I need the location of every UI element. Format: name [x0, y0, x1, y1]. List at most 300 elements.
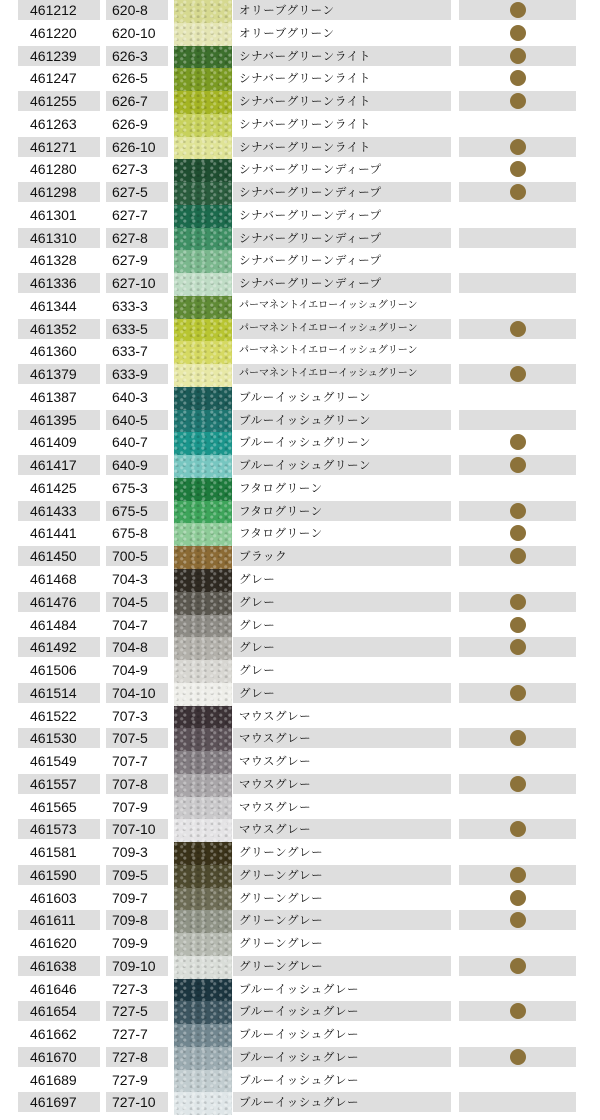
availability-cell [459, 683, 576, 703]
color-number: 620-8 [106, 0, 168, 20]
color-number: 633-3 [112, 297, 148, 314]
color-number: 727-7 [112, 1026, 148, 1043]
swatch-texture [174, 592, 232, 615]
table-row [0, 728, 600, 748]
availability-dot-icon [510, 958, 526, 974]
swatch-texture [174, 888, 232, 911]
color-name: ブルーイッシュグレー [233, 1001, 451, 1021]
table-row [0, 387, 600, 407]
swatch-texture [174, 637, 232, 660]
swatch-texture [174, 933, 232, 956]
color-swatch [174, 569, 232, 592]
product-code: 461557 [18, 774, 100, 794]
color-number: 709-9 [112, 935, 148, 952]
table-row [0, 1024, 600, 1044]
product-code: 461441 [30, 525, 77, 542]
color-swatch [174, 956, 232, 979]
color-name: グレー [239, 572, 276, 586]
table-row [0, 888, 600, 908]
availability-cell [459, 341, 576, 361]
swatch-texture [174, 410, 232, 433]
swatch-texture [174, 569, 232, 592]
color-number: 640-5 [106, 410, 168, 430]
color-number: 709-3 [112, 844, 148, 861]
color-number: 704-7 [112, 616, 148, 633]
table-row [0, 432, 600, 452]
color-number: 627-3 [112, 161, 148, 178]
availability-cell [459, 91, 576, 111]
availability-dot-icon [510, 70, 526, 86]
color-name: シナバーグリーンディープ [233, 228, 451, 248]
color-swatch [174, 250, 232, 273]
product-code: 461514 [18, 683, 100, 703]
table-row [0, 159, 600, 179]
color-number: 627-8 [106, 228, 168, 248]
availability-cell [459, 1024, 576, 1044]
product-code: 461336 [18, 273, 100, 293]
availability-cell [459, 478, 576, 498]
table-row [0, 478, 600, 498]
color-number: 709-10 [106, 956, 168, 976]
availability-cell [459, 751, 576, 771]
color-swatch [174, 842, 232, 865]
product-code: 461620 [30, 935, 77, 952]
table-row [0, 250, 600, 270]
table-row [0, 455, 600, 475]
color-number: 627-7 [112, 206, 148, 223]
swatch-texture [174, 23, 232, 46]
product-code: 461492 [18, 637, 100, 657]
swatch-texture [174, 979, 232, 1002]
product-code: 461468 [30, 571, 77, 587]
availability-cell [459, 296, 576, 316]
color-swatch [174, 1070, 232, 1093]
color-swatch [174, 1092, 232, 1115]
table-row [0, 501, 600, 521]
swatch-texture [174, 660, 232, 683]
availability-dot-icon [510, 93, 526, 109]
availability-dot-icon [510, 503, 526, 519]
availability-cell [459, 865, 576, 885]
color-name: マウスグレー [233, 819, 451, 839]
availability-dot-icon [510, 1003, 526, 1019]
availability-dot-icon [510, 548, 526, 564]
table-row [0, 137, 600, 157]
color-name: ブルーイッシュグレー [239, 1072, 360, 1087]
availability-dot-icon [510, 321, 526, 337]
product-code: 461433 [18, 501, 100, 521]
availability-dot-icon [510, 821, 526, 837]
color-swatch [174, 114, 232, 137]
color-swatch [174, 1047, 232, 1070]
availability-dot-icon [510, 139, 526, 155]
product-code: 461662 [30, 1026, 77, 1043]
availability-cell [459, 546, 576, 566]
table-row [0, 91, 600, 111]
availability-dot-icon [510, 434, 526, 450]
product-code: 461476 [18, 592, 100, 612]
product-code: 461506 [30, 662, 77, 679]
product-code: 461670 [18, 1047, 100, 1067]
swatch-texture [174, 1001, 232, 1024]
swatch-texture [174, 956, 232, 979]
color-name: オリーブグリーン [233, 0, 451, 20]
table-row [0, 1001, 600, 1021]
color-name: グリーングレー [233, 865, 451, 885]
availability-dot-icon [510, 457, 526, 473]
product-code: 461328 [30, 252, 77, 269]
swatch-texture [174, 91, 232, 114]
table-row [0, 1092, 600, 1112]
table-row [0, 865, 600, 885]
swatch-texture [174, 319, 232, 342]
table-row [0, 1070, 600, 1090]
availability-cell [459, 182, 576, 202]
availability-cell [459, 432, 576, 452]
product-code: 461280 [30, 161, 77, 178]
color-swatch [174, 728, 232, 751]
product-code: 461310 [18, 228, 100, 248]
availability-cell [459, 660, 576, 680]
availability-dot-icon [510, 48, 526, 64]
color-number: 709-5 [106, 865, 168, 885]
product-code: 461387 [30, 388, 77, 405]
availability-cell [459, 114, 576, 134]
color-number: 627-10 [106, 273, 168, 293]
color-name: グリーングレー [233, 910, 451, 930]
availability-cell [459, 1047, 576, 1067]
swatch-texture [174, 341, 232, 364]
availability-cell [459, 319, 576, 339]
availability-cell [459, 137, 576, 157]
color-number: 626-9 [112, 115, 148, 132]
table-row [0, 956, 600, 976]
product-code: 461638 [18, 956, 100, 976]
availability-cell [459, 501, 576, 521]
color-name: グレー [233, 637, 451, 657]
color-name: シナバーグリーンディープ [239, 207, 382, 222]
swatch-texture [174, 842, 232, 865]
availability-dot-icon [510, 525, 526, 541]
color-name: マウスグレー [239, 799, 312, 814]
swatch-texture [174, 615, 232, 638]
table-row [0, 1047, 600, 1067]
table-row [0, 23, 600, 43]
product-code: 461689 [30, 1071, 77, 1088]
availability-dot-icon [510, 25, 526, 41]
product-code: 461220 [30, 24, 77, 41]
product-code: 461573 [18, 819, 100, 839]
swatch-texture [174, 159, 232, 182]
availability-cell [459, 1001, 576, 1021]
swatch-texture [174, 774, 232, 797]
product-code: 461395 [18, 410, 100, 430]
color-number: 633-9 [106, 364, 168, 384]
availability-cell [459, 159, 576, 179]
color-name: シナバーグリーンディープ [239, 253, 382, 268]
color-swatch [174, 888, 232, 911]
color-swatch [174, 387, 232, 410]
color-name: ブルーイッシュグレー [233, 1092, 451, 1112]
color-swatch [174, 1024, 232, 1047]
swatch-texture [174, 387, 232, 410]
color-name: グレー [233, 592, 451, 612]
color-swatch [174, 979, 232, 1002]
availability-cell [459, 68, 576, 88]
product-code: 461697 [18, 1092, 100, 1112]
color-swatch [174, 660, 232, 683]
availability-dot-icon [510, 912, 526, 928]
color-swatch [174, 637, 232, 660]
color-name: マウスグレー [233, 774, 451, 794]
swatch-texture [174, 865, 232, 888]
table-row [0, 228, 600, 248]
table-row [0, 615, 600, 635]
color-swatch [174, 1001, 232, 1024]
product-code: 461271 [18, 137, 100, 157]
availability-cell [459, 910, 576, 930]
color-swatch [174, 296, 232, 319]
product-code: 461212 [18, 0, 100, 20]
color-name: フタログリーン [233, 501, 451, 521]
swatch-texture [174, 523, 232, 546]
availability-cell [459, 273, 576, 293]
swatch-texture [174, 728, 232, 751]
color-name: ブルーイッシュグリーン [233, 410, 451, 430]
color-swatch [174, 68, 232, 91]
table-row [0, 797, 600, 817]
color-name: グリーングレー [233, 956, 451, 976]
swatch-texture [174, 1070, 232, 1093]
color-number: 707-8 [106, 774, 168, 794]
color-swatch [174, 592, 232, 615]
table-row [0, 546, 600, 566]
color-number: 707-3 [112, 707, 148, 724]
color-name: グレー [239, 617, 276, 632]
color-number: 727-5 [106, 1001, 168, 1021]
product-code: 461522 [30, 707, 77, 724]
product-code: 461247 [30, 70, 77, 87]
availability-cell [459, 637, 576, 657]
table-row [0, 182, 600, 202]
color-name: ブルーイッシュグリーン [233, 455, 451, 475]
color-swatch [174, 228, 232, 251]
color-number: 640-7 [112, 434, 148, 451]
product-code: 461409 [30, 434, 77, 451]
table-row [0, 592, 600, 612]
color-swatch [174, 341, 232, 364]
availability-dot-icon [510, 730, 526, 746]
swatch-texture [174, 546, 232, 569]
color-name: シナバーグリーンライト [233, 91, 451, 111]
availability-cell [459, 0, 576, 20]
table-row [0, 910, 600, 930]
color-name: シナバーグリーンライト [233, 137, 451, 157]
color-swatch [174, 478, 232, 501]
table-row [0, 296, 600, 316]
color-swatch [174, 182, 232, 205]
color-swatch [174, 523, 232, 546]
color-number: 626-5 [112, 70, 148, 87]
color-name: ブルーイッシュグレー [239, 1027, 360, 1042]
color-number: 704-10 [106, 683, 168, 703]
color-swatch [174, 410, 232, 433]
color-name: マウスグレー [233, 728, 451, 748]
availability-dot-icon [510, 867, 526, 883]
swatch-texture [174, 114, 232, 137]
color-name: グリーングレー [239, 890, 324, 905]
availability-cell [459, 956, 576, 976]
availability-cell [459, 979, 576, 999]
color-number: 704-5 [106, 592, 168, 612]
availability-cell [459, 1092, 576, 1112]
swatch-texture [174, 478, 232, 501]
table-row [0, 205, 600, 225]
color-number: 707-5 [106, 728, 168, 748]
product-code: 461611 [18, 910, 100, 930]
table-row [0, 319, 600, 339]
color-name: パーマネントイエローイッシュグリーン [233, 319, 451, 339]
color-name: フタログリーン [239, 480, 323, 495]
color-swatch [174, 364, 232, 387]
color-number: 633-5 [106, 319, 168, 339]
table-row [0, 637, 600, 657]
color-number: 727-9 [112, 1071, 148, 1088]
color-name: マウスグレー [239, 754, 312, 769]
availability-cell [459, 1070, 576, 1090]
availability-cell [459, 387, 576, 407]
color-number: 727-10 [106, 1092, 168, 1112]
availability-cell [459, 250, 576, 270]
table-row [0, 523, 600, 543]
color-number: 675-5 [106, 501, 168, 521]
product-code: 461255 [18, 91, 100, 111]
product-code: 461352 [18, 319, 100, 339]
table-row [0, 0, 600, 20]
color-name: パーマネントイエローイッシュグリーン [239, 299, 418, 311]
color-number: 704-8 [106, 637, 168, 657]
availability-cell [459, 455, 576, 475]
color-name: ブルーイッシュグレー [239, 981, 360, 996]
table-row [0, 273, 600, 293]
availability-cell [459, 364, 576, 384]
availability-dot-icon [510, 776, 526, 792]
product-code: 461581 [30, 844, 77, 861]
swatch-texture [174, 228, 232, 251]
color-number: 640-3 [112, 388, 148, 405]
availability-dot-icon [510, 685, 526, 701]
availability-cell [459, 569, 576, 589]
color-name: パーマネントイエローイッシュグリーン [233, 364, 451, 384]
color-number: 675-8 [112, 525, 148, 542]
color-number: 626-7 [106, 91, 168, 111]
availability-cell [459, 842, 576, 862]
table-row [0, 683, 600, 703]
product-code: 461654 [18, 1001, 100, 1021]
color-swatch [174, 546, 232, 569]
availability-dot-icon [510, 184, 526, 200]
availability-cell [459, 23, 576, 43]
swatch-texture [174, 910, 232, 933]
swatch-texture [174, 68, 232, 91]
swatch-texture [174, 1024, 232, 1047]
table-row [0, 933, 600, 953]
color-swatch [174, 137, 232, 160]
table-row [0, 979, 600, 999]
color-number: 707-10 [106, 819, 168, 839]
availability-dot-icon [510, 890, 526, 906]
product-code: 461549 [30, 753, 77, 770]
color-name: シナバーグリーンライト [239, 71, 371, 86]
swatch-texture [174, 364, 232, 387]
product-code: 461646 [30, 980, 77, 997]
color-swatch [174, 273, 232, 296]
availability-cell [459, 410, 576, 430]
color-swatch [174, 432, 232, 455]
product-code: 461603 [30, 889, 77, 906]
product-code: 461360 [30, 343, 77, 360]
color-name: グリーングレー [239, 845, 324, 860]
color-name: シナバーグリーンディープ [239, 162, 382, 177]
color-number: 627-5 [106, 182, 168, 202]
table-row [0, 660, 600, 680]
product-code: 461344 [30, 297, 77, 314]
availability-cell [459, 888, 576, 908]
color-swatch [174, 865, 232, 888]
product-code: 461590 [18, 865, 100, 885]
product-code: 461298 [18, 182, 100, 202]
color-name: グレー [233, 683, 451, 703]
color-swatch [174, 751, 232, 774]
product-code: 461263 [30, 115, 77, 132]
color-swatch [174, 159, 232, 182]
swatch-texture [174, 1092, 232, 1115]
table-row [0, 774, 600, 794]
color-number: 620-10 [112, 24, 156, 41]
product-code: 461379 [18, 364, 100, 384]
swatch-texture [174, 432, 232, 455]
product-code: 461450 [18, 546, 100, 566]
table-row [0, 842, 600, 862]
table-row [0, 569, 600, 589]
table-row [0, 68, 600, 88]
swatch-texture [174, 296, 232, 319]
table-row [0, 46, 600, 66]
table-row [0, 751, 600, 771]
color-number: 709-8 [106, 910, 168, 930]
color-swatch [174, 501, 232, 524]
color-swatch [174, 319, 232, 342]
color-swatch [174, 23, 232, 46]
swatch-texture [174, 273, 232, 296]
swatch-texture [174, 205, 232, 228]
color-number: 633-7 [112, 343, 148, 360]
color-number: 627-9 [112, 252, 148, 269]
availability-dot-icon [510, 639, 526, 655]
color-name: フタログリーン [239, 526, 323, 541]
color-name: マウスグレー [239, 708, 312, 723]
table-row [0, 819, 600, 839]
swatch-texture [174, 137, 232, 160]
color-name: ブルーイッシュグリーン [239, 389, 371, 404]
swatch-texture [174, 683, 232, 706]
table-row [0, 341, 600, 361]
availability-cell [459, 46, 576, 66]
availability-cell [459, 933, 576, 953]
color-name: パーマネントイエローイッシュグリーン [239, 345, 418, 357]
color-name: ブルーイッシュグレー [233, 1047, 451, 1067]
color-swatch [174, 91, 232, 114]
